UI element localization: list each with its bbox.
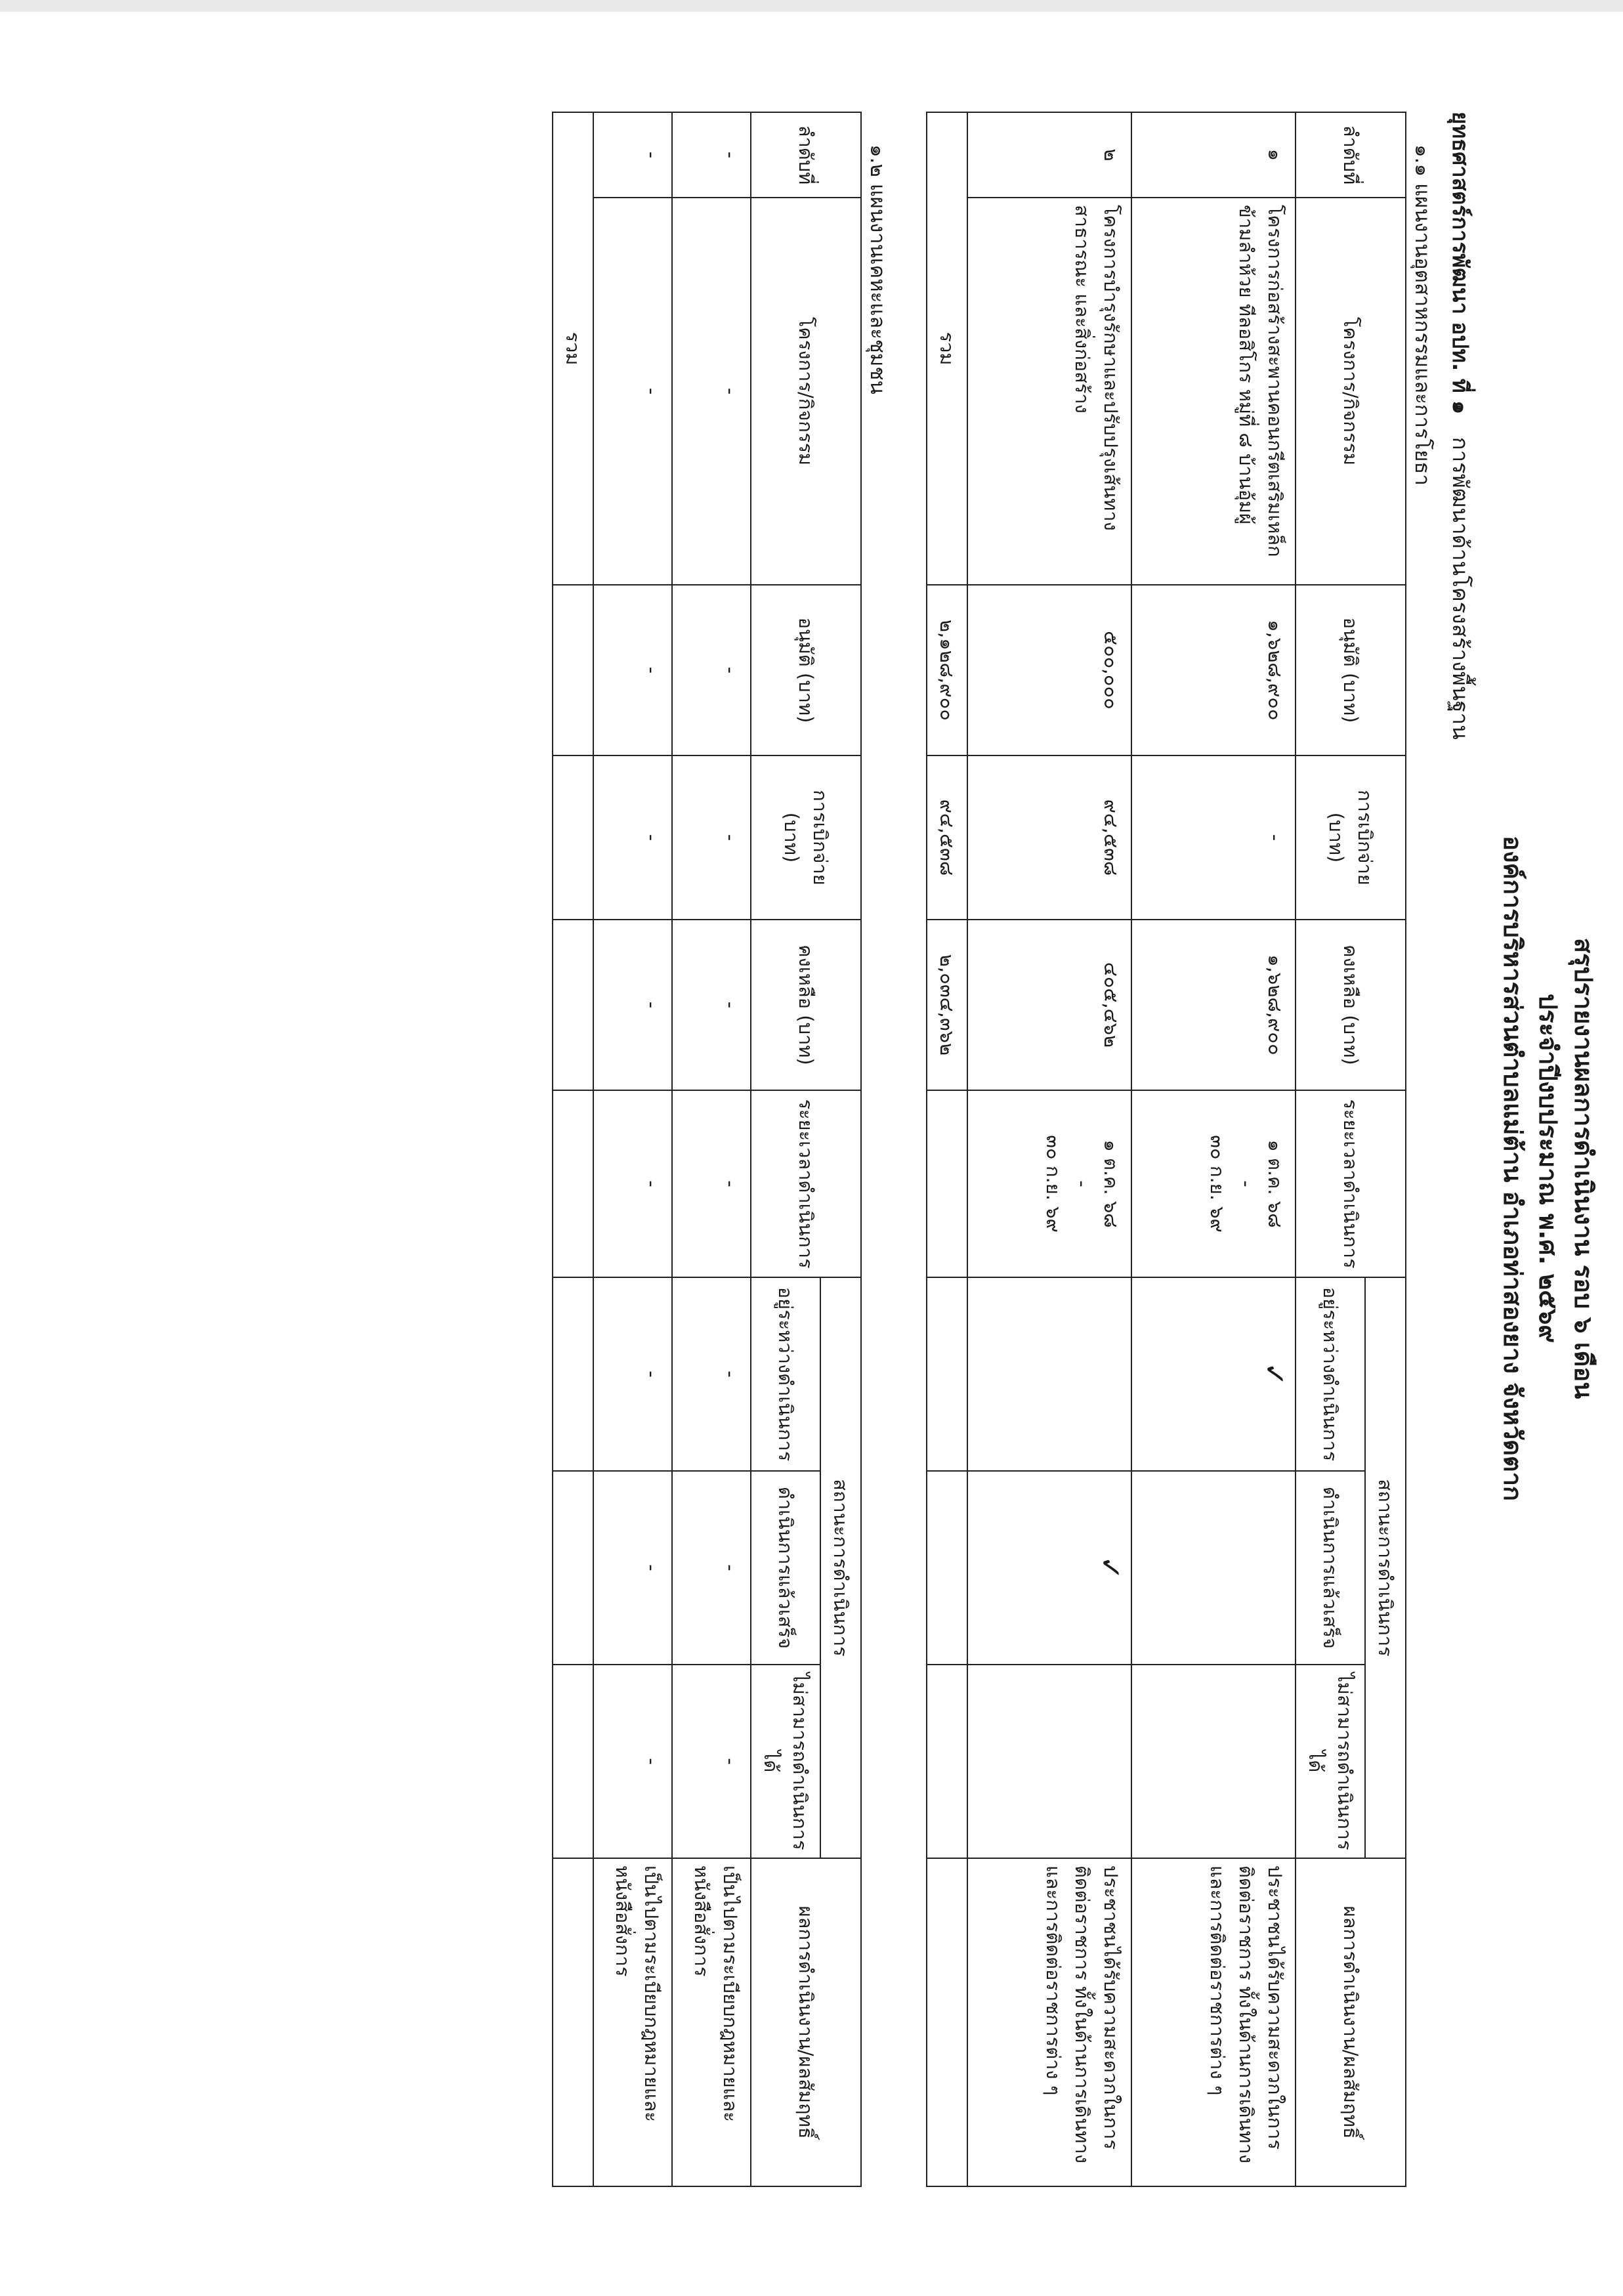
- col-project: โครงการ/กิจกรรม: [751, 198, 861, 585]
- seq-cell: ๒: [967, 112, 1131, 198]
- period-end: ๓๐ ก.ย. ๖๙: [1042, 1135, 1064, 1233]
- total-row: [553, 112, 593, 2186]
- period-start: ๑ ต.ค. ๖๘: [1100, 1139, 1122, 1228]
- project-cell: -: [593, 198, 672, 585]
- col-seq: ลำดับที่: [751, 112, 861, 198]
- approved-cell: -: [593, 585, 672, 755]
- total-empty: [927, 1665, 967, 1858]
- result-cell: เป็นไปตามระเบียบกฎหมายและหนังสือสั่งการ: [593, 1858, 672, 2186]
- col-remaining: คงเหลือ (บาท): [1296, 920, 1406, 1090]
- completed-check: ✓: [967, 1471, 1131, 1665]
- plan2-header-row: [820, 112, 861, 2186]
- seq-cell: -: [672, 112, 751, 198]
- col-in-progress: อยู่ระหว่างดำเนินการ: [1296, 1277, 1365, 1471]
- total-label: รวม: [927, 112, 967, 585]
- not-possible-cell: -: [593, 1665, 672, 1858]
- period-start: ๑ ต.ค. ๖๘: [1264, 1139, 1286, 1228]
- col-period: ระยะเวลาดำเนินการ: [1296, 1090, 1406, 1277]
- total-empty: [927, 1471, 967, 1665]
- title-line-3: องค์การบริหารส่วนตำบลแม่ต้าน อำเภอท่าสองยาง จังหวัดตาก: [1498, 836, 1527, 1501]
- report-title: [1495, 105, 1601, 2232]
- strategy-heading: [1443, 112, 1478, 2232]
- period-cell: -: [593, 1090, 672, 1277]
- col-status: สถานะการดำเนินการ: [1365, 1277, 1406, 1858]
- approved-cell: -: [672, 585, 751, 755]
- period-cell: -: [672, 1090, 751, 1277]
- project-cell: โครงการบำรุงรักษาและปรับปรุงเส้นทางสาธารณะ และสิ่งก่อสร้าง: [967, 198, 1131, 585]
- total-disbursed: ๙๔,๕๓๘: [927, 755, 967, 920]
- not-possible-check: [1131, 1665, 1296, 1858]
- in-progress-cell: -: [593, 1277, 672, 1471]
- remaining-cell: -: [593, 920, 672, 1090]
- remaining-cell: ๑,๖๒๘,๙๐๐: [1131, 920, 1296, 1090]
- plan2-table: [552, 112, 862, 2187]
- approved-cell: ๑,๖๒๘,๙๐๐: [1131, 585, 1296, 755]
- total-row: [927, 112, 967, 2186]
- remaining-cell: -: [672, 920, 751, 1090]
- col-project: โครงการ/กิจกรรม: [1296, 198, 1406, 585]
- total-label: รวม: [553, 112, 593, 585]
- in-progress-check: [967, 1277, 1131, 1471]
- total-empty: [553, 1858, 593, 2186]
- col-result: ผลการดำเนินงาน/ผลสัมฤทธิ์: [751, 1858, 861, 2186]
- seq-cell: -: [593, 112, 672, 198]
- in-progress-cell: -: [672, 1277, 751, 1471]
- period-cell: [1131, 1090, 1296, 1277]
- total-empty: [553, 1277, 593, 1471]
- period-end: ๓๐ ก.ย. ๖๙: [1206, 1135, 1229, 1233]
- total-remaining: ๒,๐๓๔,๓๖๒: [927, 920, 967, 1090]
- total-empty: [927, 1858, 967, 2186]
- table-row: [593, 112, 672, 2186]
- title-line-1: สรุปรายงานผลการดำเนินงาน รอบ ๖ เดือน: [1569, 937, 1598, 1399]
- period-sep: -: [1071, 1180, 1093, 1187]
- disbursed-cell: ๙๔,๕๓๘: [967, 755, 1131, 920]
- strategy-label: ยุทธศาสตร์การพัฒนา อปท. ที่ ๑: [1448, 112, 1473, 415]
- col-remaining: คงเหลือ (บาท): [751, 920, 861, 1090]
- col-completed: ดำเนินการแล้วเสร็จ: [1296, 1471, 1365, 1665]
- col-not-possible: ไม่สามารถดำเนินการได้: [751, 1665, 820, 1858]
- total-empty: [553, 585, 593, 755]
- result-cell: ประชาชนได้รับความสะดวกในการติดต่อราชการ ทั้งในด้านการเดินทางและการติดต่อราชการต่าง ๆ: [1131, 1858, 1296, 2186]
- table-row: [1131, 112, 1296, 2186]
- plan1-header-row: [1365, 112, 1406, 2186]
- total-empty: [927, 1090, 967, 1277]
- col-in-progress: อยู่ระหว่างดำเนินการ: [751, 1277, 820, 1471]
- remaining-cell: ๔๐๕,๔๖๒: [967, 920, 1131, 1090]
- strategy-name: การพัฒนาด้านโครงสร้างพื้นฐาน: [1448, 436, 1473, 740]
- not-possible-cell: -: [672, 1665, 751, 1858]
- plan2-title: ๑.๒ แผนงานเคหะและชุมชน: [866, 144, 889, 394]
- disbursed-cell: -: [672, 755, 751, 920]
- col-disbursed: การเบิกจ่าย (บาท): [751, 755, 861, 920]
- col-seq: ลำดับที่: [1296, 112, 1406, 198]
- period-sep: -: [1235, 1180, 1257, 1187]
- disbursed-cell: -: [1131, 755, 1296, 920]
- total-empty: [927, 1277, 967, 1471]
- rotated-page: [125, 105, 1601, 2232]
- result-cell: เป็นไปตามระเบียบกฎหมายและหนังสือสั่งการ: [672, 1858, 751, 2186]
- spacer: [898, 105, 926, 2232]
- scan-edge: [0, 0, 1623, 12]
- seq-cell: ๑: [1131, 112, 1296, 198]
- total-empty: [553, 755, 593, 920]
- plan1-title: ๑.๑ แผนงานอุตสาหกรรมและการโยธา: [1410, 144, 1434, 486]
- col-completed: ดำเนินการแล้วเสร็จ: [751, 1471, 820, 1665]
- total-empty: [553, 1471, 593, 1665]
- col-status: สถานะการดำเนินการ: [820, 1277, 861, 1858]
- title-line-2: ประจำปีงบประมาณ พ.ศ. ๒๕๖๙: [1534, 993, 1563, 1344]
- completed-check: [1131, 1471, 1296, 1665]
- col-approved: อนุมัติ (บาท): [1296, 585, 1406, 755]
- total-approved: ๒,๑๒๘,๙๐๐: [927, 585, 967, 755]
- period-cell: [967, 1090, 1131, 1277]
- total-empty: [553, 1090, 593, 1277]
- col-disbursed: การเบิกจ่าย (บาท): [1296, 755, 1406, 920]
- approved-cell: ๕๐๐,๐๐๐: [967, 585, 1131, 755]
- project-cell: -: [672, 198, 751, 585]
- disbursed-cell: -: [593, 755, 672, 920]
- result-cell: ประชาชนได้รับความสะดวกในการติดต่อราชการ ทั้งในด้านการเดินทางและการติดต่อราชการต่าง ๆ: [967, 1858, 1131, 2186]
- in-progress-check: ✓: [1131, 1277, 1296, 1471]
- completed-cell: -: [593, 1471, 672, 1665]
- plan1-table: [926, 112, 1406, 2187]
- table-row: [672, 112, 751, 2186]
- total-empty: [553, 920, 593, 1090]
- table-row: [967, 112, 1131, 2186]
- not-possible-check: [967, 1665, 1131, 1858]
- project-cell: โครงการก่อสร้างสะพานคอนกรีตเสริมเหล็กข้ามลำห้วย ทีลอสิโกร หมู่ที่ ๘ บ้านอุ้มผู้: [1131, 198, 1296, 585]
- col-not-possible: ไม่สามารถดำเนินการได้: [1296, 1665, 1365, 1858]
- col-result: ผลการดำเนินงาน/ผลสัมฤทธิ์: [1296, 1858, 1406, 2186]
- total-empty: [553, 1665, 593, 1858]
- completed-cell: -: [672, 1471, 751, 1665]
- col-approved: อนุมัติ (บาท): [751, 585, 861, 755]
- col-period: ระยะเวลาดำเนินการ: [751, 1090, 861, 1277]
